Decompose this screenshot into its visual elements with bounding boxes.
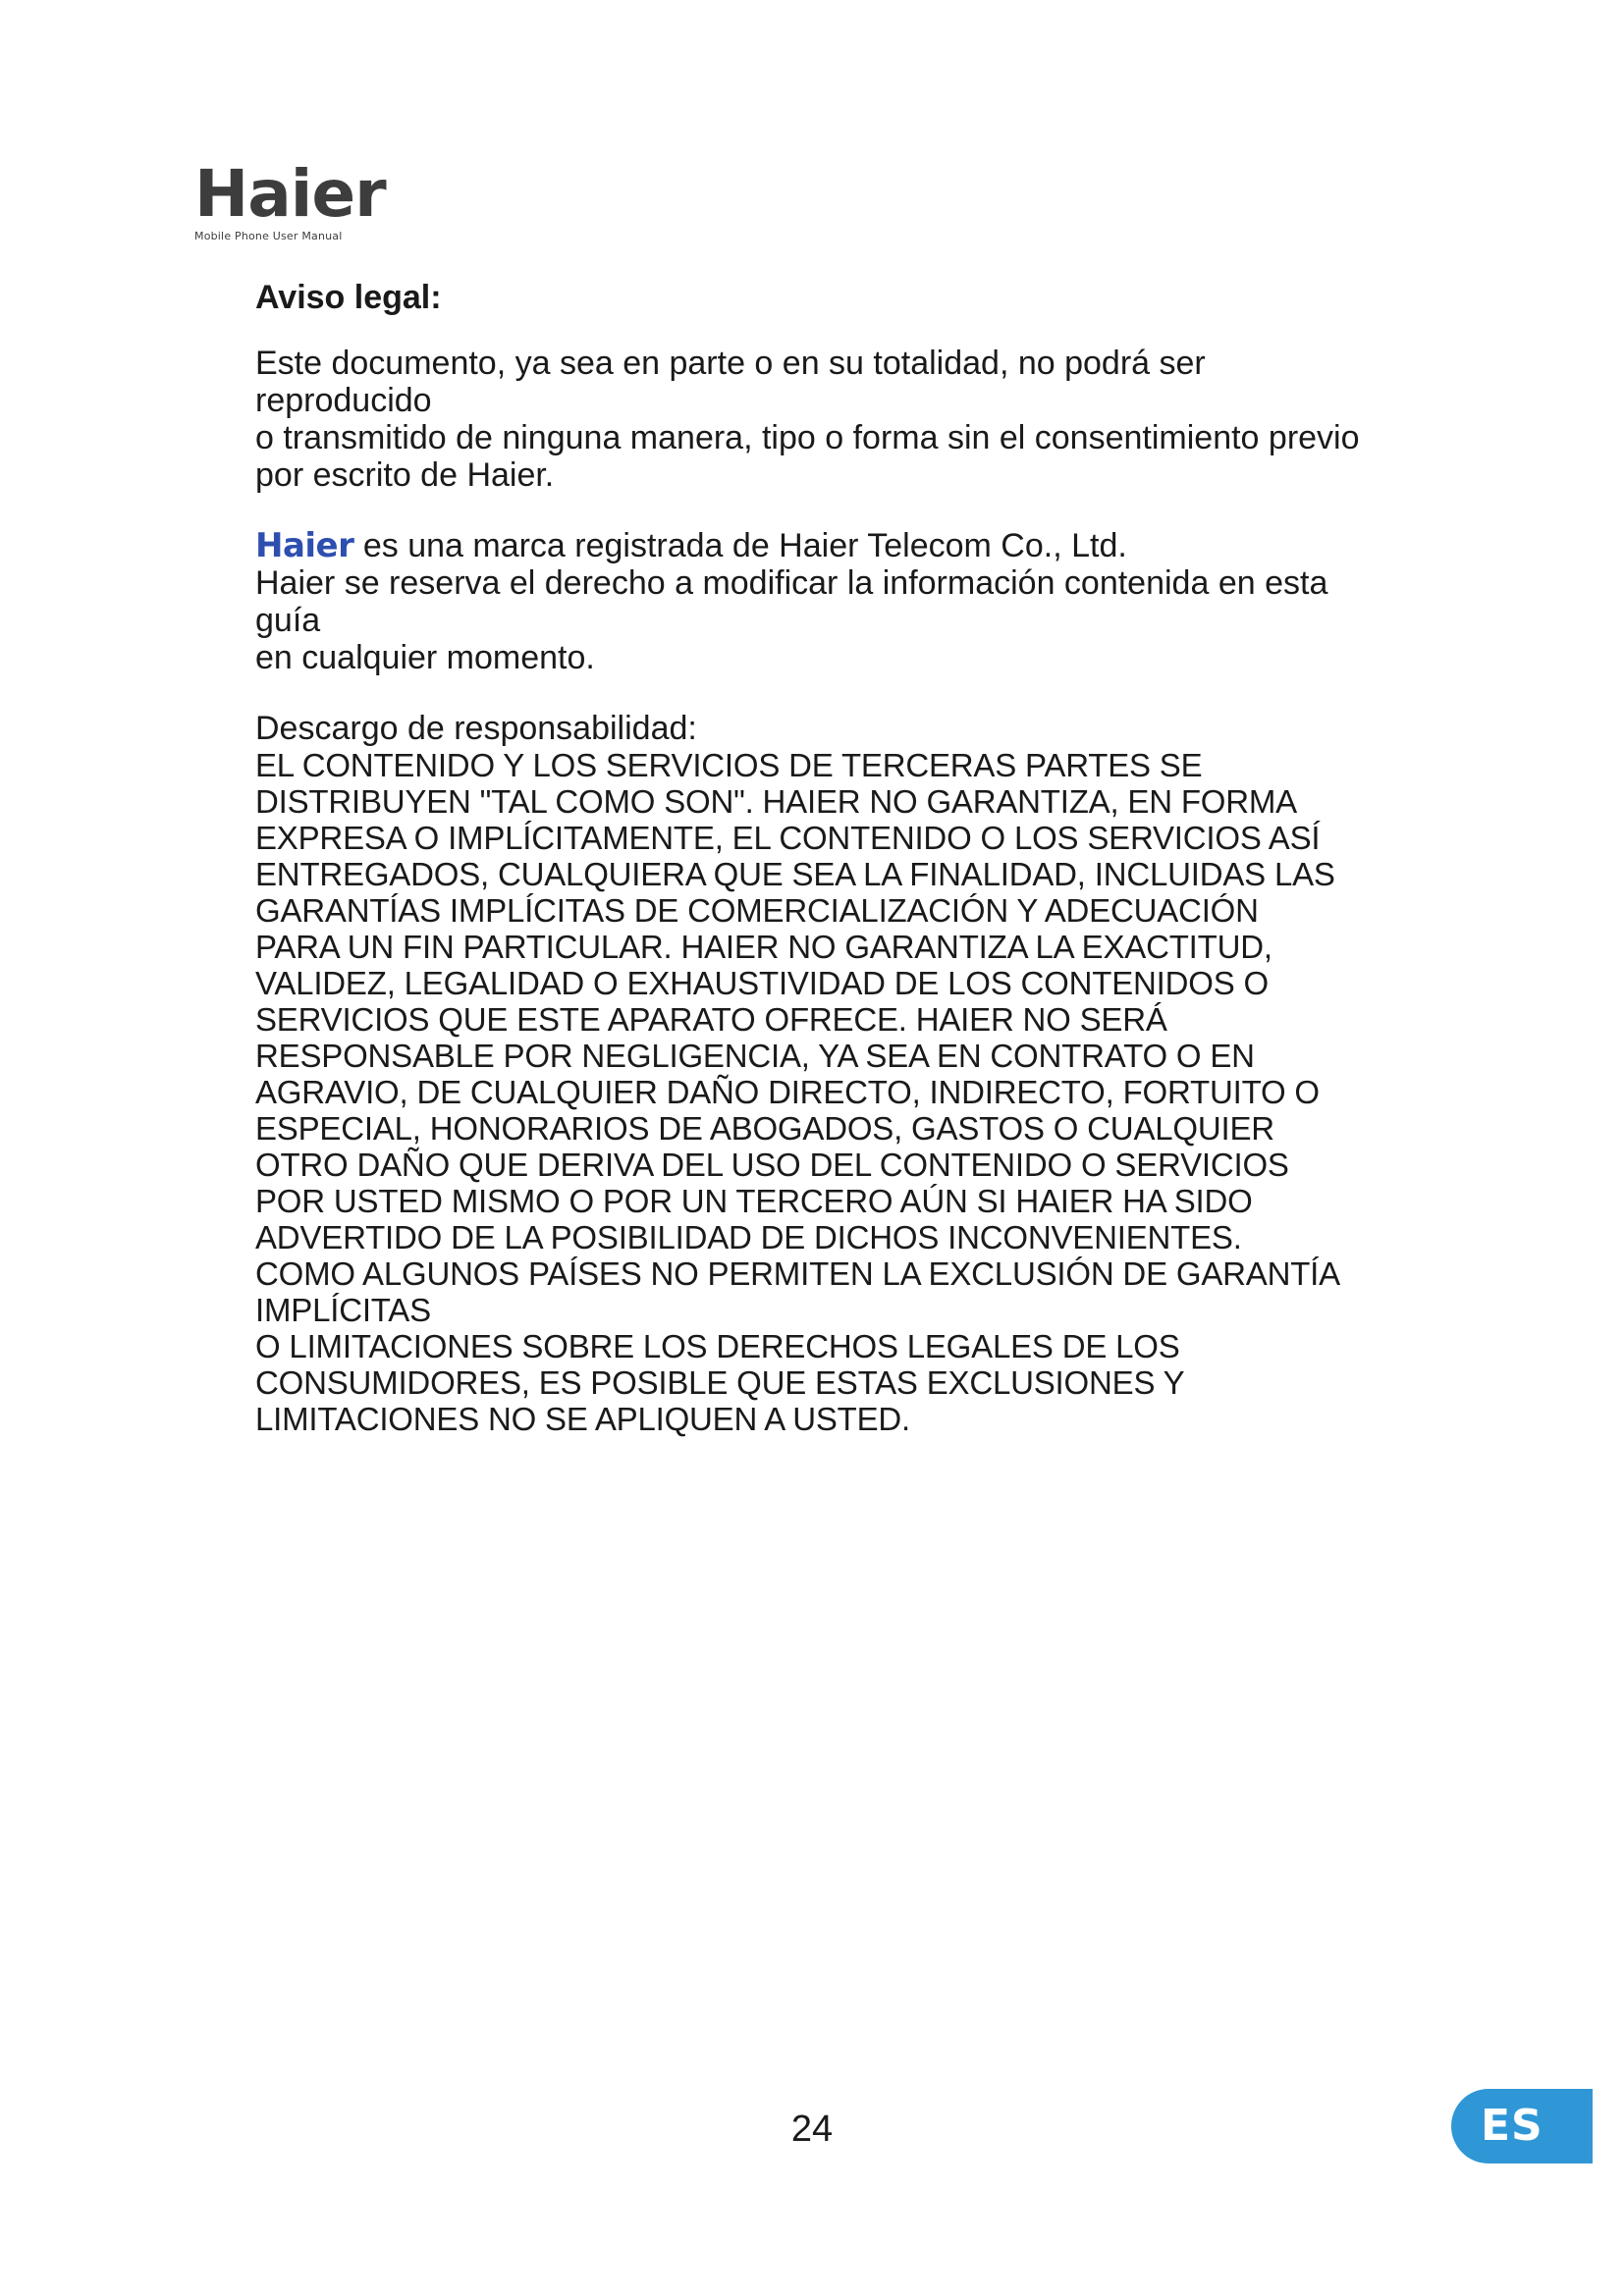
language-tab: ES (1451, 2089, 1593, 2163)
haier-inline-logo: Haier (255, 526, 354, 565)
disclaimer-label: Descargo de responsabilidad: (255, 710, 697, 747)
page-number: 24 (790, 2109, 834, 2150)
reproduction-notice: Este documento, ya sea en parte o en su totalidad, no podrá ser reproducido o transmitido de ninguna manera, tipo o forma sin el consentimiento previo por escrito de Haier. (255, 345, 1360, 494)
logo-wordmark: Haier (194, 156, 386, 232)
trademark-text: es una marca registrada de Haier Telecom Co., Ltd. Haier se reserva el derecho a modificar la información contenida en esta guía en cualquier momento. (255, 527, 1328, 676)
disclaimer-body: EL CONTENIDO Y LOS SERVICIOS DE TERCERAS PARTES SE DISTRIBUYEN "TAL COMO SON". HAIER NO GARANTIZA, EN FORMA EXPRESA O IMPLÍCITAMENTE, EL CONTENIDO O LOS SERVICIOS ASÍ ENTREGADOS, CUALQUIERA QUE SEA LA FINALIDAD, INCLUIDAS LAS GARANTÍAS IMPLÍCITAS DE COMERCIALIZACIÓN Y ADECUACIÓN PARA UN FIN PARTICULAR. HAIER NO GARANTIZA LA EXACTITUD, VALIDEZ, LEGALIDAD O EXHAUSTIVIDAD DE LOS CONTENIDOS O SERVICIOS QUE ESTE APARATO OFRECE. HAIER NO SERÁ RESPONSABLE POR NEGLIGENCIA, YA SEA EN CONTRATO O EN AGRAVIO, DE CUALQUIER DAÑO DIRECTO, INDIRECTO, FORTUITO O ESPECIAL, HONORARIOS DE ABOGADOS, GASTOS O CUALQUIER OTRO DAÑO QUE DERIVA DEL USO DEL CONTENIDO O SERVICIOS POR USTED MISMO O POR UN TERCERO AÚN SI HAIER HA SIDO ADVERTIDO DE LA POSIBILIDAD DE DICHOS INCONVENIENTES. COMO ALGUNOS PAÍSES NO PERMITEN LA EXCLUSIÓN DE GARANTÍA IMPLÍCITAS O LIMITACIONES SOBRE LOS DERECHOS LEGALES DE LOS CONSUMIDORES, ES POSIBLE QUE ESTAS EXCLUSIONES Y LIMITACIONES NO SE APLIQUEN A USTED. (255, 747, 1340, 1437)
trademark-notice (255, 527, 1365, 676)
haier-logo (194, 156, 386, 242)
logo-tagline: Mobile Phone User Manual (194, 230, 343, 242)
page-content (255, 278, 1365, 1437)
legal-notice-heading: Aviso legal: (255, 279, 442, 316)
